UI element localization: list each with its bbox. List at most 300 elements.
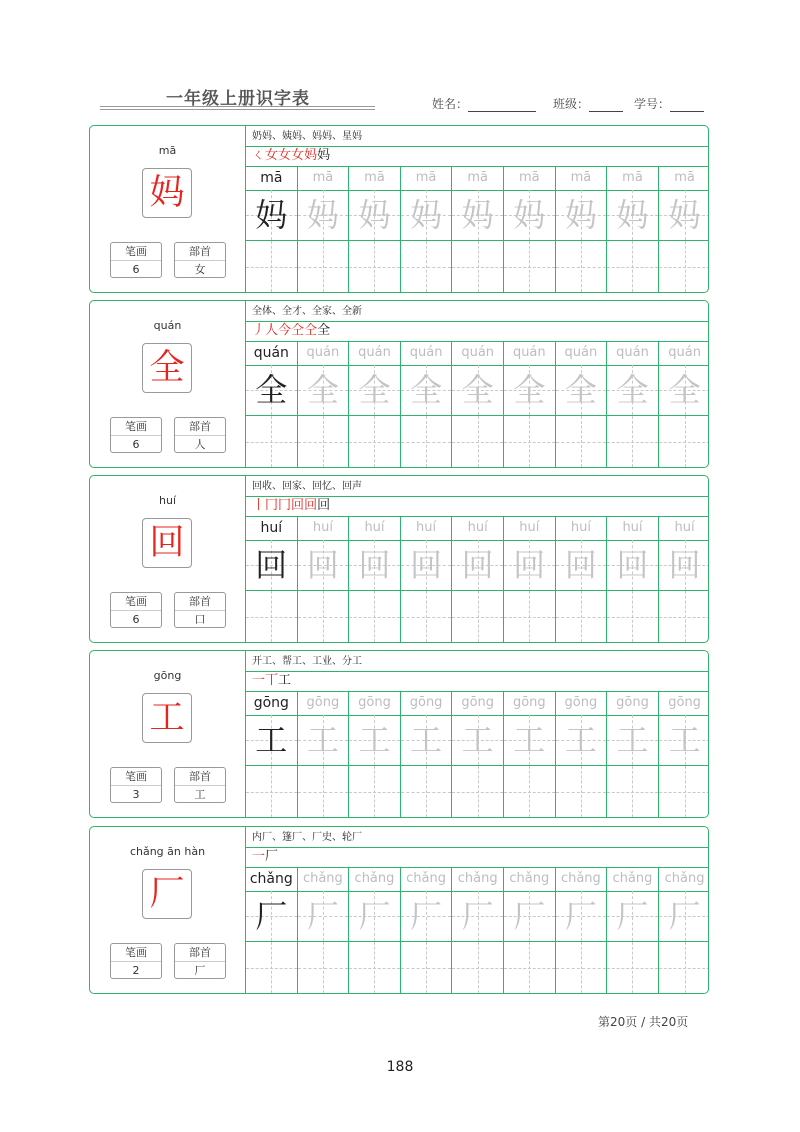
cell-pinyin: huí: [570, 520, 591, 535]
tian-grid[interactable]: [401, 190, 452, 241]
cell-pinyin: gōng: [253, 695, 289, 711]
practice-cell[interactable]: [607, 691, 659, 817]
tian-grid[interactable]: [401, 365, 452, 416]
practice-cell[interactable]: [246, 867, 298, 993]
stroke-count-box: [110, 767, 162, 803]
tian-grid[interactable]: [452, 365, 503, 416]
row-divider: [246, 847, 708, 848]
cell-character: 工: [306, 721, 339, 759]
blank-tian-grid[interactable]: [246, 416, 297, 467]
cell-character: 妈: [564, 196, 597, 234]
stroke-step: 今: [278, 323, 292, 338]
tian-grid[interactable]: [556, 365, 607, 416]
tian-grid[interactable]: [298, 365, 349, 416]
tian-grid[interactable]: [401, 891, 452, 942]
practice-cell[interactable]: [246, 691, 298, 817]
practice-cell[interactable]: [452, 166, 504, 292]
stroke-step: 冂: [278, 498, 292, 513]
blank-tian-grid[interactable]: [246, 942, 297, 993]
stroke-step: 回: [291, 498, 305, 513]
cell-pinyin: quán: [564, 345, 598, 360]
class-field[interactable]: [553, 95, 623, 112]
tian-grid[interactable]: [349, 715, 400, 766]
cell-character: 回: [616, 546, 649, 584]
cell-character: 回: [461, 546, 494, 584]
radical-value: 厂: [194, 964, 206, 977]
word-examples: 开工、帮工、工业、分工: [252, 656, 362, 667]
practice-cell[interactable]: [504, 516, 556, 642]
pinyin-row: [659, 516, 709, 541]
cell-pinyin: mā: [260, 170, 283, 186]
cell-pinyin: gōng: [564, 695, 598, 710]
pinyin-row: [659, 341, 709, 366]
tian-grid[interactable]: [401, 715, 452, 766]
blank-tian-grid[interactable]: [452, 766, 503, 817]
pinyin-row: [556, 516, 607, 541]
card-pinyin: huí: [159, 494, 176, 507]
blank-tian-grid[interactable]: [607, 942, 658, 993]
cell-character: 厂: [461, 897, 494, 935]
radical-label: 部首: [175, 944, 225, 962]
cell-character: 厂: [358, 897, 391, 935]
practice-cell[interactable]: [349, 867, 401, 993]
tian-grid[interactable]: [607, 891, 658, 942]
blank-tian-grid[interactable]: [401, 942, 452, 993]
card-info-panel: [90, 301, 245, 467]
cell-pinyin: gōng: [358, 695, 391, 710]
radical-value: 女: [194, 263, 206, 276]
tian-grid[interactable]: [607, 365, 658, 416]
row-divider: [246, 671, 708, 672]
practice-panel: [245, 301, 708, 467]
practice-cell[interactable]: [246, 516, 298, 642]
pinyin-row: [246, 867, 297, 892]
blank-tian-grid[interactable]: [401, 416, 452, 467]
page-number: 188: [386, 1059, 414, 1075]
practice-cell[interactable]: [401, 691, 453, 817]
blank-tian-grid[interactable]: [401, 241, 452, 292]
tian-grid[interactable]: [349, 190, 400, 241]
practice-cell[interactable]: [504, 691, 556, 817]
cell-pinyin: quán: [616, 345, 649, 360]
cell-character: 工: [358, 721, 391, 759]
cell-pinyin: huí: [416, 520, 437, 535]
practice-cell[interactable]: [659, 516, 709, 642]
cell-pinyin: huí: [312, 520, 333, 535]
blank-tian-grid[interactable]: [349, 766, 400, 817]
stroke-step: 仝: [304, 323, 318, 338]
card-character: 工: [142, 693, 192, 743]
practice-cell[interactable]: [452, 867, 504, 993]
name-line[interactable]: [468, 100, 536, 112]
word-examples: 全体、全才、全家、全新: [252, 306, 362, 317]
blank-tian-grid[interactable]: [452, 591, 503, 642]
practice-cell[interactable]: [401, 166, 453, 292]
name-label: 姓名：: [432, 97, 469, 111]
character-card: [89, 475, 709, 643]
practice-cell[interactable]: [298, 867, 350, 993]
stroke-step: 人: [265, 323, 279, 338]
pinyin-row: [504, 867, 555, 892]
stroke-step: 冂: [265, 498, 279, 513]
tian-grid[interactable]: [298, 891, 349, 942]
practice-cell[interactable]: [504, 867, 556, 993]
practice-cell[interactable]: [607, 341, 659, 467]
word-examples: 回收、回家、回忆、回声: [252, 481, 362, 492]
blank-tian-grid[interactable]: [556, 942, 607, 993]
cell-pinyin: quán: [461, 345, 495, 360]
practice-cell[interactable]: [556, 691, 608, 817]
practice-cell[interactable]: [659, 341, 709, 467]
tian-grid[interactable]: [246, 365, 297, 416]
stroke-step: 丿: [252, 323, 266, 338]
pinyin-row: [504, 341, 555, 366]
practice-cell[interactable]: [607, 867, 659, 993]
character-card: [89, 650, 709, 818]
blank-tian-grid[interactable]: [504, 766, 555, 817]
cell-character: 妈: [255, 196, 288, 234]
practice-cell[interactable]: [556, 341, 608, 467]
tian-grid[interactable]: [504, 715, 555, 766]
practice-cell[interactable]: [298, 341, 350, 467]
blank-tian-grid[interactable]: [504, 591, 555, 642]
cell-pinyin: quán: [668, 345, 701, 360]
pinyin-row: [607, 516, 658, 541]
pinyin-row: [452, 516, 503, 541]
practice-cell[interactable]: [246, 166, 298, 292]
practice-panel: [245, 651, 708, 817]
cell-character: 厂: [410, 897, 443, 935]
card-character: 厂: [142, 869, 192, 919]
practice-cell[interactable]: [349, 341, 401, 467]
blank-tian-grid[interactable]: [349, 591, 400, 642]
blank-tian-grid[interactable]: [607, 766, 658, 817]
blank-tian-grid[interactable]: [659, 241, 709, 292]
cell-pinyin: gōng: [616, 695, 649, 710]
tian-grid[interactable]: [452, 540, 503, 591]
practice-cell[interactable]: [607, 166, 659, 292]
tian-grid[interactable]: [298, 540, 349, 591]
radical-value: 人: [194, 438, 206, 451]
stroke-count-label: 笔画: [111, 944, 161, 962]
tian-grid[interactable]: [349, 891, 400, 942]
card-info-panel: [90, 827, 245, 993]
stroke-step: 回: [304, 498, 318, 513]
stroke-count-value: 6: [132, 613, 140, 626]
cell-character: 厂: [564, 897, 597, 935]
stroke-step: 工: [278, 673, 292, 688]
practice-cell[interactable]: [401, 341, 453, 467]
cell-pinyin: gōng: [668, 695, 701, 710]
tian-grid[interactable]: [246, 891, 297, 942]
cell-pinyin: mā: [467, 170, 488, 185]
practice-cell[interactable]: [246, 341, 298, 467]
radical-box: [174, 592, 226, 628]
tian-grid[interactable]: [452, 190, 503, 241]
stroke-count-label: 笔画: [111, 418, 161, 436]
radical-label: 部首: [175, 593, 225, 611]
blank-tian-grid[interactable]: [298, 942, 349, 993]
practice-cell[interactable]: [504, 341, 556, 467]
number-field[interactable]: [634, 95, 704, 112]
pinyin-row: [556, 867, 607, 892]
practice-cell[interactable]: [349, 516, 401, 642]
practice-cell[interactable]: [452, 691, 504, 817]
radical-box: [174, 417, 226, 453]
stroke-order: [252, 671, 291, 691]
cell-character: 厂: [306, 897, 339, 935]
blank-tian-grid[interactable]: [659, 766, 709, 817]
tian-grid[interactable]: [246, 540, 297, 591]
blank-tian-grid[interactable]: [504, 241, 555, 292]
stroke-step: 女: [291, 148, 305, 163]
practice-panel: [245, 126, 708, 292]
cell-pinyin: quán: [253, 345, 289, 361]
practice-cell[interactable]: [607, 516, 659, 642]
stroke-order: [252, 496, 330, 516]
cell-character: 全: [306, 371, 339, 409]
blank-tian-grid[interactable]: [556, 416, 607, 467]
tian-grid[interactable]: [659, 715, 709, 766]
practice-cell[interactable]: [298, 516, 350, 642]
tian-grid[interactable]: [452, 891, 503, 942]
tian-grid[interactable]: [246, 190, 297, 241]
cell-pinyin: chǎng: [354, 871, 395, 886]
cell-character: 全: [513, 371, 546, 409]
cell-character: 工: [513, 721, 546, 759]
blank-tian-grid[interactable]: [659, 416, 709, 467]
pinyin-row: [556, 166, 607, 191]
tian-grid[interactable]: [349, 540, 400, 591]
blank-tian-grid[interactable]: [607, 416, 658, 467]
radical-box: [174, 767, 226, 803]
pinyin-row: [452, 166, 503, 191]
radical-value: 口: [194, 613, 206, 626]
practice-panel: [245, 476, 708, 642]
stroke-count-box: [110, 417, 162, 453]
tian-grid[interactable]: [298, 190, 349, 241]
stroke-step: 一: [252, 673, 266, 688]
number-line[interactable]: [670, 100, 704, 112]
radical-box: [174, 242, 226, 278]
practice-grid: [246, 341, 708, 467]
blank-tian-grid[interactable]: [556, 241, 607, 292]
cell-pinyin: gōng: [306, 695, 340, 710]
blank-tian-grid[interactable]: [556, 591, 607, 642]
pinyin-row: [349, 166, 400, 191]
stroke-count-value: 6: [132, 438, 140, 451]
cell-pinyin: mā: [674, 170, 695, 185]
blank-tian-grid[interactable]: [349, 942, 400, 993]
pinyin-row: [607, 166, 658, 191]
stroke-count-box: [110, 943, 162, 979]
blank-tian-grid[interactable]: [452, 416, 503, 467]
blank-tian-grid[interactable]: [401, 591, 452, 642]
tian-grid[interactable]: [607, 715, 658, 766]
cell-character: 妈: [616, 196, 649, 234]
character-card: [89, 300, 709, 468]
practice-cell[interactable]: [452, 341, 504, 467]
cell-character: 妈: [358, 196, 391, 234]
blank-tian-grid[interactable]: [298, 241, 349, 292]
tian-grid[interactable]: [401, 540, 452, 591]
practice-cell[interactable]: [452, 516, 504, 642]
tian-grid[interactable]: [504, 540, 555, 591]
blank-tian-grid[interactable]: [246, 241, 297, 292]
blank-tian-grid[interactable]: [349, 241, 400, 292]
tian-grid[interactable]: [298, 715, 349, 766]
cell-character: 妈: [668, 196, 701, 234]
stroke-count-value: 6: [132, 263, 140, 276]
cell-pinyin: chǎng: [457, 871, 498, 886]
cell-pinyin: quán: [512, 345, 546, 360]
pinyin-row: [298, 166, 349, 191]
page-title: 一年级上册识字表: [166, 89, 310, 109]
blank-tian-grid[interactable]: [401, 766, 452, 817]
practice-cell[interactable]: [349, 691, 401, 817]
stroke-step: 厂: [265, 849, 279, 864]
pinyin-row: [452, 691, 503, 716]
blank-tian-grid[interactable]: [504, 942, 555, 993]
stroke-count-label: 笔画: [111, 593, 161, 611]
practice-cell[interactable]: [349, 166, 401, 292]
blank-tian-grid[interactable]: [298, 416, 349, 467]
cell-pinyin: huí: [364, 520, 385, 535]
word-examples: 奶妈、姨妈、妈妈、星妈: [252, 131, 362, 142]
practice-cell[interactable]: [556, 867, 608, 993]
blank-tian-grid[interactable]: [556, 766, 607, 817]
blank-tian-grid[interactable]: [659, 591, 709, 642]
practice-cell[interactable]: [659, 691, 709, 817]
card-info-panel: [90, 476, 245, 642]
tian-grid[interactable]: [246, 715, 297, 766]
blank-tian-grid[interactable]: [246, 591, 297, 642]
tian-grid[interactable]: [659, 190, 709, 241]
blank-tian-grid[interactable]: [607, 591, 658, 642]
cell-pinyin: chǎng: [406, 871, 447, 886]
name-field[interactable]: [432, 95, 536, 112]
class-label: 班级：: [553, 97, 590, 111]
pinyin-row: [659, 691, 709, 716]
blank-tian-grid[interactable]: [504, 416, 555, 467]
blank-tian-grid[interactable]: [298, 766, 349, 817]
pinyin-row: [401, 341, 452, 366]
practice-cell[interactable]: [401, 516, 453, 642]
tian-grid[interactable]: [452, 715, 503, 766]
card-character: 妈: [142, 168, 192, 218]
tian-grid[interactable]: [504, 891, 555, 942]
blank-tian-grid[interactable]: [452, 942, 503, 993]
practice-grid: [246, 516, 708, 642]
tian-grid[interactable]: [349, 365, 400, 416]
pinyin-row: [246, 516, 297, 541]
tian-grid[interactable]: [659, 540, 709, 591]
stroke-step: 全: [317, 323, 331, 338]
practice-cell[interactable]: [659, 867, 709, 993]
stroke-step: 女: [265, 148, 279, 163]
practice-cell[interactable]: [659, 166, 709, 292]
card-info-panel: [90, 126, 245, 292]
practice-cell[interactable]: [504, 166, 556, 292]
class-line[interactable]: [589, 100, 623, 112]
cell-pinyin: mā: [622, 170, 643, 185]
tian-grid[interactable]: [504, 365, 555, 416]
cell-pinyin: gōng: [512, 695, 546, 710]
stroke-count-box: [110, 592, 162, 628]
cell-pinyin: chǎng: [509, 871, 550, 886]
stroke-count-value: 3: [132, 788, 140, 801]
pinyin-row: [607, 867, 658, 892]
pinyin-row: [504, 516, 555, 541]
blank-tian-grid[interactable]: [246, 766, 297, 817]
page-count: 第20页 / 共20页: [598, 1015, 689, 1029]
card-pinyin: mā: [158, 144, 177, 157]
character-card: [89, 125, 709, 293]
card-pinyin: quán: [153, 319, 182, 332]
pinyin-row: [556, 341, 607, 366]
cell-pinyin: quán: [306, 345, 340, 360]
practice-cell[interactable]: [298, 166, 350, 292]
cell-character: 工: [564, 721, 597, 759]
tian-grid[interactable]: [556, 715, 607, 766]
tian-grid[interactable]: [504, 190, 555, 241]
pinyin-row: [349, 691, 400, 716]
pinyin-row: [607, 341, 658, 366]
stroke-step: 妈: [304, 148, 318, 163]
practice-cell[interactable]: [556, 166, 608, 292]
card-character: 全: [142, 343, 192, 393]
tian-grid[interactable]: [556, 891, 607, 942]
cell-character: 全: [410, 371, 443, 409]
stroke-step: 女: [278, 148, 292, 163]
pinyin-row: [401, 166, 452, 191]
word-examples: 内厂、篷厂、厂史、轮厂: [252, 832, 362, 843]
cell-pinyin: gōng: [409, 695, 443, 710]
practice-grid: [246, 867, 708, 993]
tian-grid[interactable]: [659, 365, 709, 416]
blank-tian-grid[interactable]: [349, 416, 400, 467]
practice-cell[interactable]: [556, 516, 608, 642]
cell-character: 妈: [306, 196, 339, 234]
tian-grid[interactable]: [659, 891, 709, 942]
practice-cell[interactable]: [401, 867, 453, 993]
cell-pinyin: gōng: [461, 695, 495, 710]
blank-tian-grid[interactable]: [452, 241, 503, 292]
cell-pinyin: quán: [358, 345, 391, 360]
pinyin-row: [401, 867, 452, 892]
tian-grid[interactable]: [607, 540, 658, 591]
tian-grid[interactable]: [556, 190, 607, 241]
pinyin-row: [298, 867, 349, 892]
cell-character: 回: [358, 546, 391, 584]
cell-pinyin: huí: [674, 520, 695, 535]
tian-grid[interactable]: [607, 190, 658, 241]
practice-cell[interactable]: [298, 691, 350, 817]
pinyin-row: [349, 516, 400, 541]
tian-grid[interactable]: [556, 540, 607, 591]
blank-tian-grid[interactable]: [298, 591, 349, 642]
cell-character: 回: [668, 546, 701, 584]
cell-pinyin: mā: [570, 170, 592, 185]
pinyin-row: [401, 516, 452, 541]
blank-tian-grid[interactable]: [607, 241, 658, 292]
radical-box: [174, 943, 226, 979]
cell-character: 全: [616, 371, 649, 409]
pinyin-row: [298, 341, 349, 366]
cell-character: 工: [668, 721, 701, 759]
blank-tian-grid[interactable]: [659, 942, 709, 993]
stroke-count-label: 笔画: [111, 243, 161, 261]
